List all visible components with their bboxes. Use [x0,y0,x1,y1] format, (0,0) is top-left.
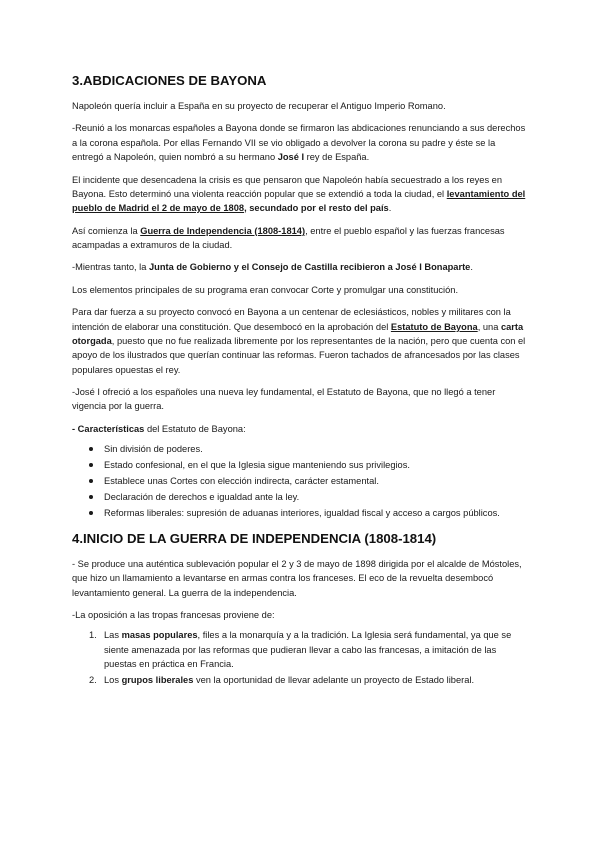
list-item [72,628,528,671]
underlined-text: Estatuto de Bayona [390,321,478,332]
paragraph-incidente [72,173,528,216]
bold-text: - Características [72,423,145,434]
list-item [72,673,528,687]
list-number: 1. [89,630,97,641]
underlined-text: levantamiento del pueblo de Madrid el 2 de mayo de 1808 [72,188,526,214]
text: . [388,203,392,214]
text: del Estatuto de Bayona: [144,423,246,434]
list-item: Declaración de derechos e igualdad ante la ley. [72,490,528,504]
paragraph-bayona-reunion [72,121,528,164]
bold-text: José I [277,152,305,163]
text: . [470,262,473,273]
paragraph-sublevacion: - Se produce una auténtica sublevación popular el 2 y 3 de mayo de 1898 dirigida por el alcalde de Móstoles, que hizo un llamamiento a levantarse en armas contra los franceses. El eco de la revuelta desembocó levantamiento general. La guerra de la independencia. [72,559,522,598]
text: Las [104,630,122,641]
text: El incidente que desencadena la crisis es que pensaron que Napoleón había secuestrado a los reyes en Bayona. Esto determinó una violenta reacción popular que se extendió a toda la ciudad, el [72,174,503,199]
list-number: 2. [89,674,97,685]
text: ven la oportunidad de llevar adelante un proyecto de Estado liberal. [193,674,475,685]
bold-text: grupos liberales [121,674,194,685]
paragraph-caracteristicas [72,422,528,436]
text: , files a la monarquía y a la tradición. La Iglesia será fundamental, ya que se siente amenazada por las reformas que pudieran llevar a cabo las francesas, a imitación de las puestas en práctica en Francia. [104,630,512,669]
bold-text: , secundado por el resto del país [244,203,389,214]
list-item: Sin división de poderes. [72,442,528,456]
text: Así comienza la [72,225,141,236]
list-item: Estado confesional, en el que la Iglesia sigue manteniendo sus privilegios. [72,458,528,472]
document-page [72,72,528,689]
section-title-inicio-guerra: 4.INICIO DE LA GUERRA DE INDEPENDENCIA (1808-1814) [72,531,437,546]
bold-text: Junta de Gobierno y el Consejo de Castilla recibieron a José I Bonaparte [149,262,471,273]
text: , una [477,321,501,332]
text: -Mientras tanto, la [72,262,149,273]
paragraph-ley-fundamental: -José I ofreció a los españoles una nueva ley fundamental, el Estatuto de Bayona, que no llegó a tener vigencia por la guerra. [72,387,496,412]
bold-text: masas populares [121,630,198,641]
text: Para dar fuerza a su proyecto convocó en Bayona a un centenar de eclesiásticos, nobles y militares con la intención de elaborar una constitución. Que desembocó en la aprobación del [72,307,511,332]
list-item: Reformas liberales: supresión de aduanas interiores, igualdad fiscal y acceso a cargos públicos. [72,506,528,520]
text: rey de España. [304,152,370,163]
text: , puesto que no fue realizada libremente por los representantes de la nación, pero que cuenta con el apoyo de los ilustrados que querían continuar las reformas. Fueron tachados de afrancesados por las clases populares opuestas el rey. [72,335,526,375]
underlined-text: Guerra de Independencia (1808-1814) [140,225,306,236]
section-title-abdicaciones: 3.ABDICACIONES DE BAYONA [72,73,267,88]
text: Los [104,674,122,685]
caracteristicas-list [72,442,528,520]
list-item: Establece unas Cortes con elección indirecta, carácter estamental. [72,474,528,488]
oposicion-list [72,628,528,687]
paragraph-programa: Los elementos principales de su programa eran convocar Corte y promulgar una constitución. [72,284,459,295]
paragraph-napoleon-intro: Napoleón quería incluir a España en su proyecto de recuperar el Antiguo Imperio Romano. [72,101,446,111]
paragraph-guerra-comienza [72,224,528,253]
text: , entre el pueblo español y las fuerzas francesas acampadas a extramuros de la ciudad. [72,225,505,250]
text: -Reunió a los monarcas españoles a Bayona donde se firmaron las abdicaciones renunciando a sus derechos a la corona española. Por ellas Fernando VII se vio obligado a devolver la corona su padre y éste se la entregó a Napoleón, quien nombró a su hermano [72,123,526,163]
bold-text: carta otorgada [72,321,524,346]
paragraph-oposicion: -La oposición a las tropas francesas proviene de: [72,610,275,621]
paragraph-estatuto-bayona [72,305,528,376]
paragraph-junta-gobierno [72,260,528,274]
